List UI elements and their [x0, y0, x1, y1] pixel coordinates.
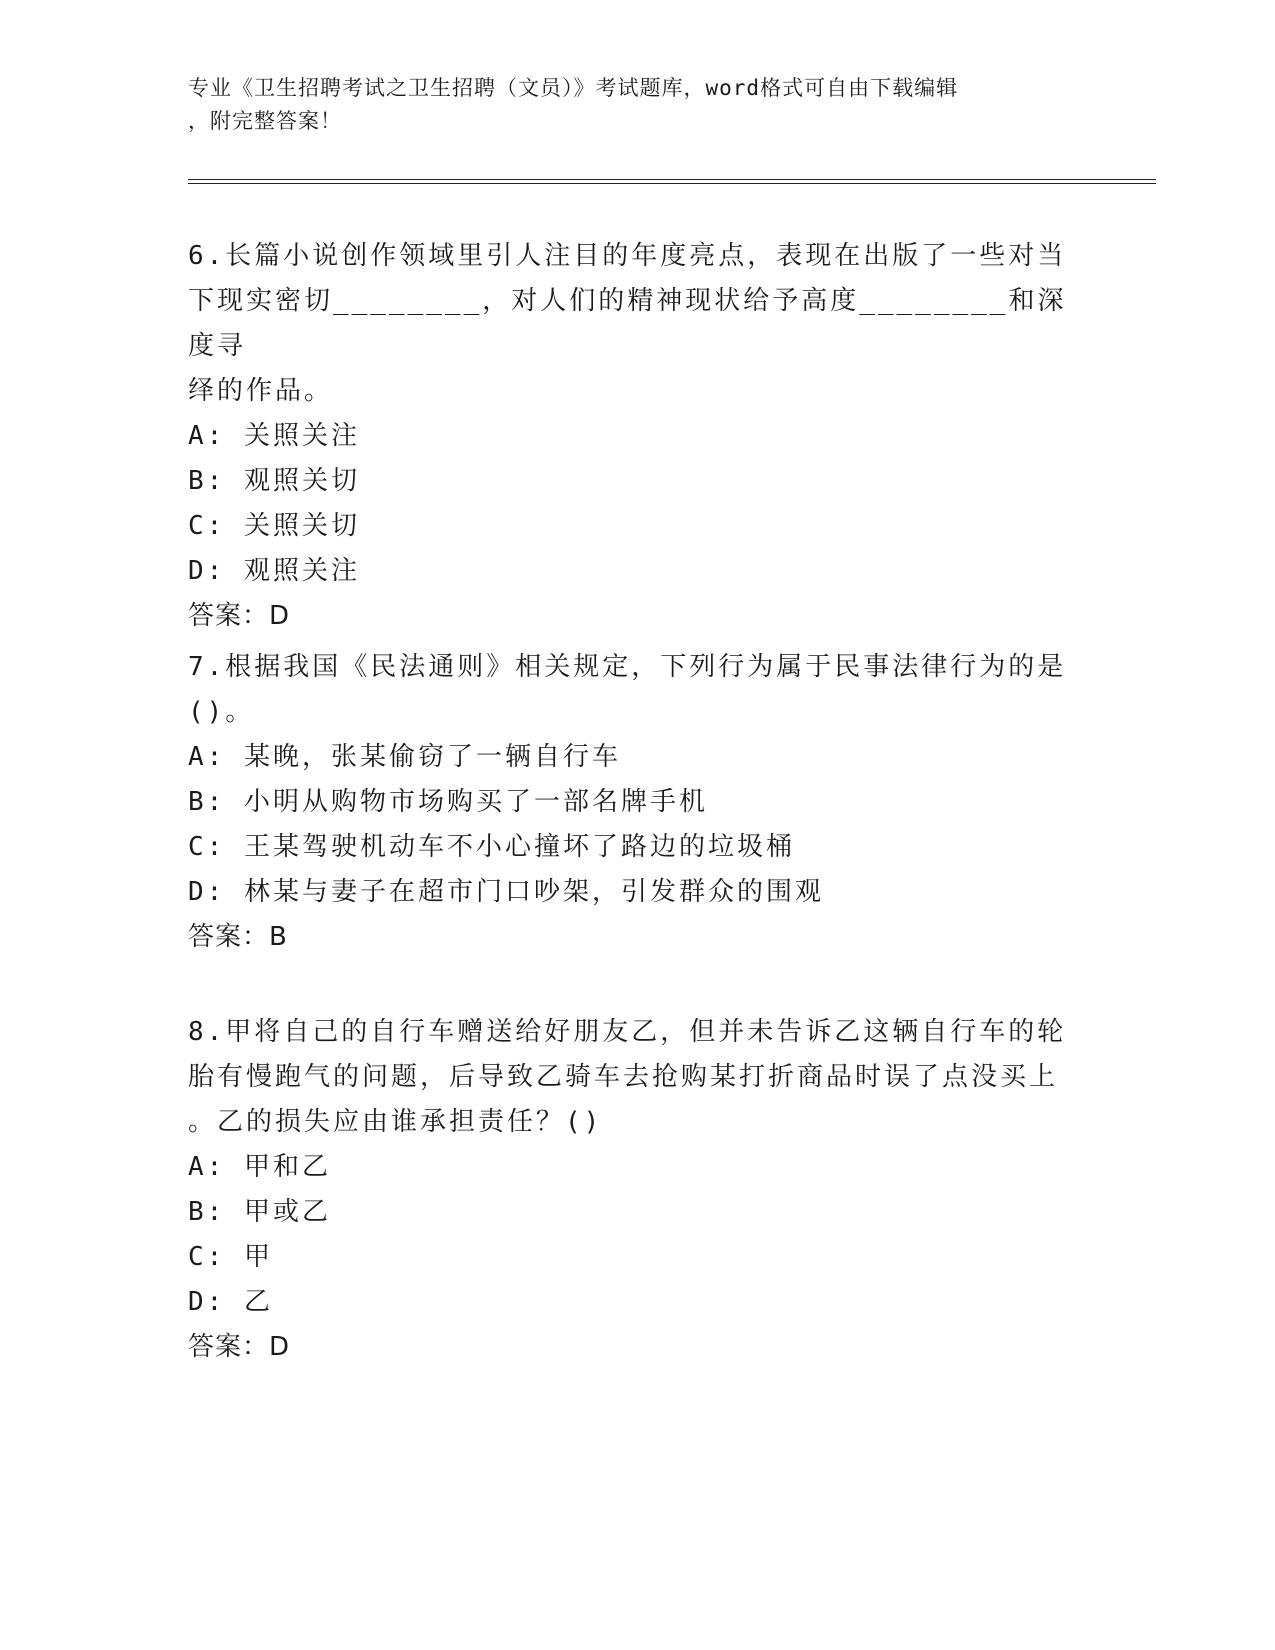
- header-line-1: 专业《卫生招聘考试之卫生招聘（文员）》考试题库，word格式可自由下载编辑: [188, 76, 959, 100]
- option-a: A: 某晚，张某偷窃了一辆自行车: [188, 742, 621, 772]
- answer: 答案：D: [188, 1332, 291, 1362]
- answer: 答案：D: [188, 601, 291, 631]
- stem-line: ()。: [188, 697, 255, 727]
- question-6: [188, 234, 1068, 639]
- option-a: A: 甲和乙: [188, 1152, 331, 1182]
- header-divider-top: [188, 179, 1156, 180]
- option-d: D: 林某与妻子在超市门口吵架，引发群众的围观: [188, 877, 824, 907]
- option-c: C: 甲: [188, 1242, 273, 1272]
- option-d: D: 乙: [188, 1287, 273, 1317]
- stem-line: 7.根据我国《民法通则》相关规定，下列行为属于民事法律行为的是: [188, 652, 1067, 682]
- header-line-2: ，附完整答案！: [188, 109, 342, 133]
- option-d: D: 观照关注: [188, 556, 360, 586]
- question-stem: [188, 1010, 1068, 1145]
- document-header: [188, 72, 1068, 138]
- stem-line: 。乙的损失应由谁承担责任？(): [188, 1107, 603, 1137]
- question-8: [188, 1010, 1068, 1370]
- header-divider-bottom: [188, 183, 1156, 184]
- answer: 答案：B: [188, 922, 288, 952]
- stem-line: 绎的作品。: [188, 376, 334, 406]
- question-7: [188, 645, 1068, 960]
- stem-line: 下现实密切________，对人们的精神现状给予高度________和深度寻: [188, 286, 1067, 361]
- question-stem: [188, 645, 1068, 735]
- option-b: B: 小明从购物市场购买了一部名牌手机: [188, 787, 708, 817]
- option-b: B: 观照关切: [188, 466, 360, 496]
- stem-line: 胎有慢跑气的问题，后导致乙骑车去抢购某打折商品时误了点没买上: [188, 1062, 1059, 1092]
- option-c: C: 王某驾驶机动车不小心撞坏了路边的垃圾桶: [188, 832, 795, 862]
- question-stem: [188, 234, 1068, 414]
- stem-line: 8.甲将自己的自行车赠送给好朋友乙，但并未告诉乙这辆自行车的轮: [188, 1017, 1067, 1047]
- option-a: A: 关照关注: [188, 421, 360, 451]
- option-b: B: 甲或乙: [188, 1197, 331, 1227]
- option-c: C: 关照关切: [188, 511, 360, 541]
- stem-line: 6.长篇小说创作领域里引人注目的年度亮点，表现在出版了一些对当: [188, 241, 1067, 271]
